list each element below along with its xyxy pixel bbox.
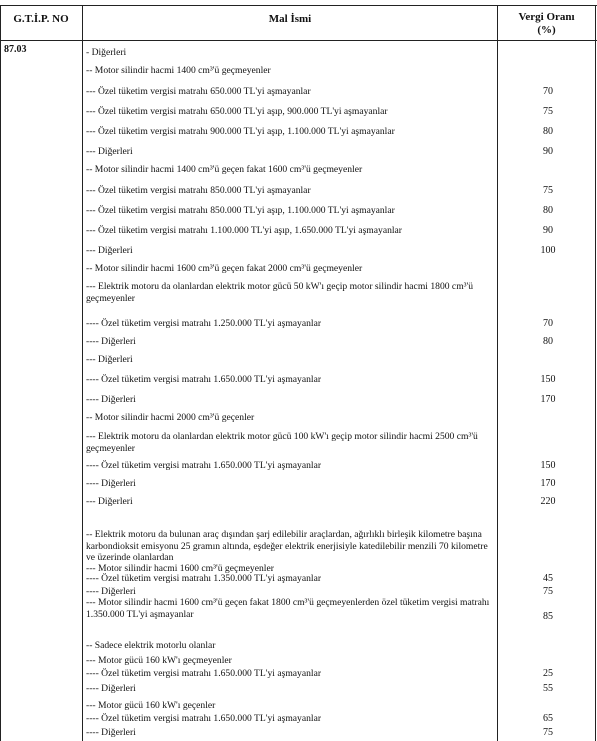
row-rate: 100 xyxy=(540,245,556,256)
row-rate: 70 xyxy=(543,318,553,329)
row-rate: 55 xyxy=(543,683,553,694)
row-rate: 75 xyxy=(543,106,553,117)
row-description: --- Özel tüketim vergisi matrahı 850.000 TL'yi aşmayanlar xyxy=(86,185,311,196)
row-description: ---- Diğerleri xyxy=(86,683,136,694)
row-description: --- Motor silindir hacmi 1600 cm³'ü geçen fakat 1800 cm³'ü geçmeyenlerden özel tüketim vergisi matrahı 1.350.000 TL'yi aşmayanlar xyxy=(86,597,490,620)
header-mal-ismi: Mal İsmi xyxy=(268,13,312,25)
row-description: ---- Diğerleri xyxy=(86,478,136,489)
row-rate: 65 xyxy=(543,713,553,724)
row-description: --- Diğerleri xyxy=(86,354,133,365)
row-description: --- Diğerleri xyxy=(86,496,133,507)
row-description: -- Motor silindir hacmi 1600 cm³'ü geçen fakat 2000 cm³'ü geçmeyenler xyxy=(86,263,363,274)
row-description: ---- Diğerleri xyxy=(86,727,136,738)
left-border xyxy=(0,5,1,741)
row-rate: 150 xyxy=(540,374,556,385)
header-vergi-orani-unit: (%) xyxy=(537,24,556,36)
row-description: ---- Özel tüketim vergisi matrahı 1.650.000 TL'yi aşmayanlar xyxy=(86,668,322,679)
row-description: --- Motor gücü 160 kW'ı geçenler xyxy=(86,700,216,711)
row-rate: 25 xyxy=(543,668,553,679)
row-description: --- Diğerleri xyxy=(86,245,133,256)
row-rate: 85 xyxy=(543,611,553,622)
row-rate: 90 xyxy=(543,225,553,236)
row-description: -- Sadece elektrik motorlu olanlar xyxy=(86,640,216,651)
row-description: -- Motor silindir hacmi 1400 cm³'ü geçmeyenler xyxy=(86,65,271,76)
row-description: ---- Diğerleri xyxy=(86,586,136,597)
row-description: ---- Diğerleri xyxy=(86,336,136,347)
row-description: ---- Diğerleri xyxy=(86,394,136,405)
row-description: ---- Özel tüketim vergisi matrahı 1.650.000 TL'yi aşmayanlar xyxy=(86,713,322,724)
row-rate: 170 xyxy=(540,394,556,405)
row-description: --- Özel tüketim vergisi matrahı 650.000 TL'yi aşmayanlar xyxy=(86,86,311,97)
row-rate: 80 xyxy=(543,205,553,216)
row-description: ---- Özel tüketim vergisi matrahı 1.350.000 TL'yi aşmayanlar xyxy=(86,573,322,584)
row-rate: 90 xyxy=(543,146,553,157)
row-rate: 150 xyxy=(540,460,556,471)
gtip-code: 87.03 xyxy=(4,44,27,55)
row-rate: 45 xyxy=(543,573,553,584)
row-description: --- Diğerleri xyxy=(86,146,133,157)
row-rate: 70 xyxy=(543,86,553,97)
header-vergi-orani: Vergi Oranı xyxy=(518,11,575,23)
row-description: -- Motor silindir hacmi 2000 cm³'ü geçenler xyxy=(86,412,255,423)
row-rate: 220 xyxy=(540,496,556,507)
row-rate: 75 xyxy=(543,586,553,597)
header-gtip-no: G.T.İ.P. NO xyxy=(13,13,69,25)
row-description: --- Özel tüketim vergisi matrahı 900.000 TL'yi aşıp, 1.100.000 TL'yi aşmayanlar xyxy=(86,126,395,137)
row-description: --- Motor gücü 160 kW'ı geçmeyenler xyxy=(86,655,232,666)
row-description: --- Özel tüketim vergisi matrahı 850.000 TL'yi aşıp, 1.100.000 TL'yi aşmayanlar xyxy=(86,205,395,216)
row-description: -- Motor silindir hacmi 1400 cm³'ü geçen fakat 1600 cm³'ü geçmeyenler xyxy=(86,164,363,175)
row-description: --- Elektrik motoru da olanlardan elektrik motor gücü 100 kW'ı geçip motor silindir hacmi 2500 cm³'ü geçmeyenler xyxy=(86,431,478,454)
row-description: --- Motor silindir hacmi 1600 cm³'ü geçmeyenler xyxy=(86,563,274,574)
row-description: --- Elektrik motoru da olanlardan elektrik motor gücü 50 kW'ı geçip motor silindir hacmi 1800 cm³'ü geçmeyenler xyxy=(86,281,474,304)
row-description: ---- Özel tüketim vergisi matrahı 1.650.000 TL'yi aşmayanlar xyxy=(86,460,322,471)
row-description: ---- Özel tüketim vergisi matrahı 1.650.000 TL'yi aşmayanlar xyxy=(86,374,322,385)
row-description: - Diğerleri xyxy=(86,47,127,58)
row-description: --- Özel tüketim vergisi matrahı 650.000 TL'yi aşıp, 900.000 TL'yi aşmayanlar xyxy=(86,106,388,117)
col-divider-1 xyxy=(82,5,83,741)
row-description: ---- Özel tüketim vergisi matrahı 1.250.000 TL'yi aşmayanlar xyxy=(86,318,322,329)
row-rate: 75 xyxy=(543,727,553,738)
row-rate: 80 xyxy=(543,126,553,137)
table-top-border xyxy=(0,5,597,6)
row-description: -- Elektrik motoru da bulunan araç dışından şarj edilebilir araçlardan, ağırlıklı birleşik kilometre başına karbondioksit emisyonu 25 gramın altında, eşdeğer elektrik enerjisiyle katedilebilir menzili 70 kilometre ve üzerinde olanlardan xyxy=(86,529,488,563)
header-bottom-border xyxy=(0,40,597,41)
row-description: --- Özel tüketim vergisi matrahı 1.100.000 TL'yi aşıp, 1.650.000 TL'yi aşmayanlar xyxy=(86,225,402,236)
row-rate: 170 xyxy=(540,478,556,489)
row-rate: 75 xyxy=(543,185,553,196)
row-rate: 80 xyxy=(543,336,553,347)
